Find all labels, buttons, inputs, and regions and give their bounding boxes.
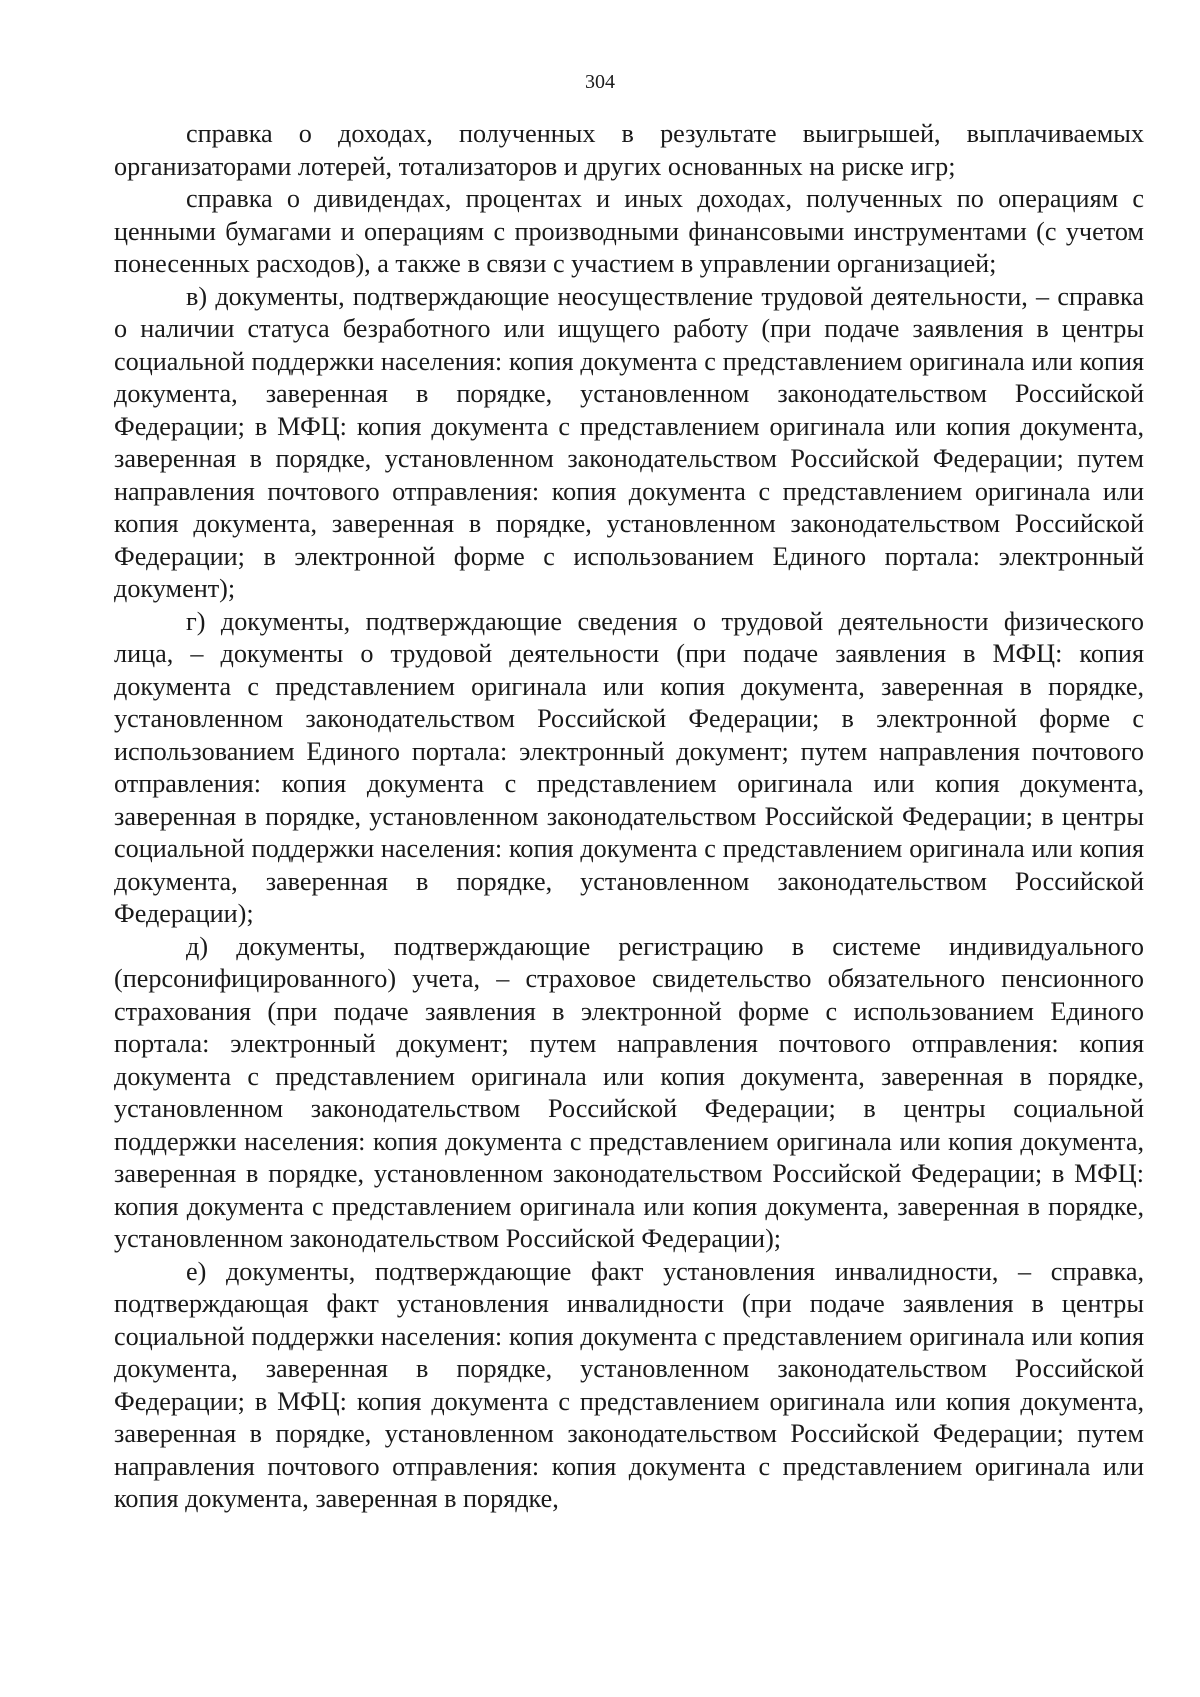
paragraph-income-winnings: справка о доходах, полученных в результате выигрышей, выплачиваемых организаторами лотерей, тотализаторов и других основанных на риске игр; [114,119,1144,181]
document-body [114,118,1144,1516]
paragraph-dividends-certificate: справка о дивидендах, процентах и иных доходах, полученных по операциям с ценными бумагами и операциям с производными финансовыми инструментами (с учетом понесенных расходов), а также в связи с участием в управлении организацией; [114,184,1144,278]
page-number: 304 [585,71,615,93]
paragraph-g-labor-activity: г) документы, подтверждающие сведения о трудовой деятельности физического лица, – документы о трудовой деятельности (при подаче заявления в МФЦ: копия документа с представлением оригинала или копия документа, заверенная в порядке, установленном законодательством Российской Федерации; в электронной форме с использованием Единого портала: электронный документ; путем направления почтового отправления: копия документа с представлением оригинала или копия документа, заверенная в порядке, установленном законодательством Российской Федерации; в центры социальной поддержки населения: копия документа с представлением оригинала или копия документа, заверенная в порядке, установленном законодательством Российской Федерации); [114,606,1144,928]
paragraph-d-personal-registration: д) документы, подтверждающие регистрацию в системе индивидуального (персонифицированного) учета, – страховое свидетельство обязательного пенсионного страхования (при подаче заявления в электронной форме с использованием Единого портала: электронный документ; путем направления почтового отправления: копия документа с представлением оригинала или копия документа, заверенная в порядке, установленном законодательством Российской Федерации; в центры социальной поддержки населения: копия документа с представлением оригинала или копия документа, заверенная в порядке, установленном законодательством Российской Федерации; в МФЦ: копия документа с представлением оригинала или копия документа, заверенная в порядке, установленном законодательством Российской Федерации); [114,931,1144,1253]
paragraph-v-unemployment: в) документы, подтверждающие неосуществление трудовой деятельности, – справка о наличии статуса безработного или ищущего работу (при подаче заявления в центры социальной поддержки населения: копия документа с представлением оригинала или копия документа, заверенная в порядке, установленном законодательством Российской Федерации; в МФЦ: копия документа с представлением оригинала или копия документа, заверенная в порядке, установленном законодательством Российской Федерации; путем направления почтового отправления: копия документа с представлением оригинала или копия документа, заверенная в порядке, установленном законодательством Российской Федерации; в электронной форме с использованием Единого портала: электронный документ); [114,281,1144,603]
paragraph-e-disability: е) документы, подтверждающие факт установления инвалидности, – справка, подтверждающая факт установления инвалидности (при подаче заявления в центры социальной поддержки населения: копия документа с представлением оригинала или копия документа, заверенная в порядке, установленном законодательством Российской Федерации; в МФЦ: копия документа с представлением оригинала или копия документа, заверенная в порядке, установленном законодательством Российской Федерации; путем направления почтового отправления: копия документа с представлением оригинала или копия документа, заверенная в порядке, [114,1256,1144,1513]
